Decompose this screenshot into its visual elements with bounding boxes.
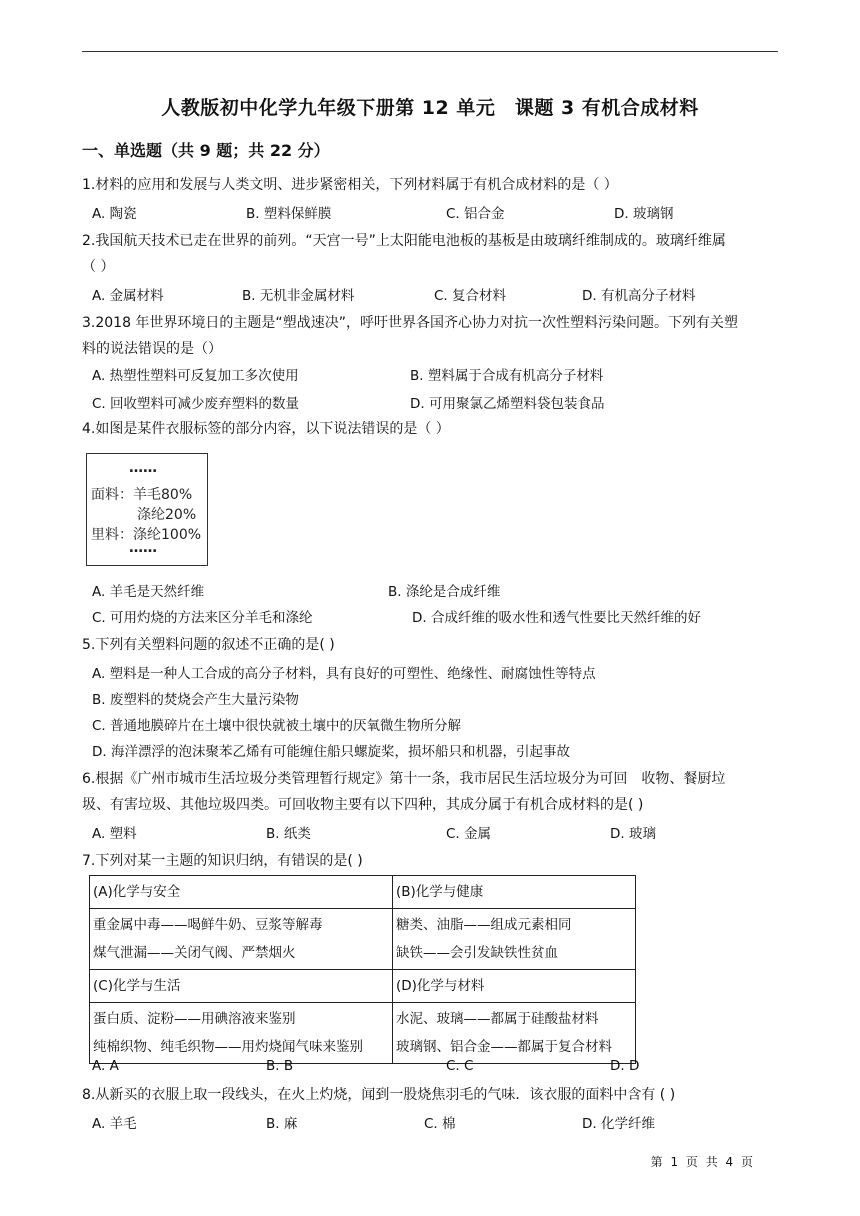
question-4-options-row1 [92,580,782,604]
q8-option-d: D. 化学纤维 [582,1116,655,1132]
table-b-line-1: 糖类、油脂——组成元素相同 [396,917,572,933]
question-2-stem-cont: （ ） [82,259,115,275]
document-title: 人教版初中化学九年级下册第 12 单元 课题 3 有机合成材料 [161,97,699,119]
q3-option-a: A. 热塑性塑料可反复加工多次使用 [92,368,299,384]
table-cell-a-head: (A)化学与安全 [90,876,393,909]
label-face-fabric-2: 涤纶20% [137,507,197,523]
question-4-options-row2 [92,606,782,630]
q4-option-d: D. 合成纤维的吸水性和透气性要比天然纤维的好 [412,610,701,626]
q2-option-b: B. 无机非金属材料 [242,288,355,304]
question-7-stem: 7.下列对某一主题的知识归纳，有错误的是( ) [82,853,363,869]
q4-option-a: A. 羊毛是天然纤维 [92,584,205,600]
table-cell-c-head: (C)化学与生活 [90,970,393,1003]
page-number: 第 1 页 共 4 页 [650,1155,755,1169]
q3-option-d: D. 可用聚氯乙烯塑料袋包装食品 [410,396,605,412]
table-cell-a-body [90,909,393,970]
q3-option-c: C. 回收塑料可减少废弃塑料的数量 [92,396,300,412]
question-3-options-row2 [92,392,782,416]
q7-option-c: C. C [446,1058,474,1074]
section-heading: 一、单选题（共 9 题；共 22 分） [82,141,330,160]
question-1-options [92,202,782,226]
label-lining: 里料：涤纶100% [91,527,202,543]
question-5-stem: 5.下列有关塑料问题的叙述不正确的是( ) [82,637,335,653]
table-c-line-1: 蛋白质、淀粉——用碘溶液来鉴别 [93,1011,296,1027]
q2-option-a: A. 金属材料 [92,288,164,304]
question-6-stem: 6.根据《广州市城市生活垃圾分类管理暂行规定》第十一条，我市居民生活垃圾分为可回 收物、餐厨垃 [82,771,726,787]
question-1-stem: 1.材料的应用和发展与人类文明、进步紧密相关，下列材料属于有机合成材料的是（ ） [82,177,618,193]
label-dots-top: …… [129,460,157,476]
table-d-line-1: 水泥、玻璃——都属于硅酸盐材料 [396,1011,599,1027]
q2-option-d: D. 有机高分子材料 [582,288,696,304]
q6-option-d: D. 玻璃 [610,826,656,842]
q7-option-b: B. B [266,1058,294,1074]
table-a-line-2: 煤气泄漏——关闭气阀、严禁烟火 [93,945,296,961]
label-face-fabric: 面料：羊毛80% [91,487,193,503]
q5-option-d: D. 海洋漂浮的泡沫聚苯乙烯有可能缠住船只螺旋桨，损坏船只和机器，引起事故 [92,744,570,760]
q1-option-c: C. 铝合金 [446,206,505,222]
table-cell-d-head: (D)化学与材料 [393,970,636,1003]
knowledge-table [89,875,636,1064]
q8-option-a: A. 羊毛 [92,1116,137,1132]
clothing-label-image [86,453,208,566]
q2-option-c: C. 复合材料 [434,288,507,304]
question-3-stem: 3.2018 年世界环境日的主题是“塑战速决”，呼吁世界各国齐心协力对抗一次性塑料污染问题。下列有关塑 [82,315,738,331]
q7-option-d: D. D [610,1058,640,1074]
q4-option-b: B. 涤纶是合成纤维 [388,584,501,600]
table-a-line-1: 重金属中毒——喝鲜牛奶、豆浆等解毒 [93,917,323,933]
question-2-stem: 2.我国航天技术已走在世界的前列。“天宫一号”上太阳能电池板的基板是由玻璃纤维制成的。玻璃纤维属 [82,233,726,249]
table-c-line-2: 纯棉织物、纯毛织物——用灼烧闻气味来鉴别 [93,1039,363,1055]
header-rule [82,51,778,52]
question-7-options [92,1058,782,1082]
question-3-stem-cont: 料的说法错误的是（） [82,341,222,357]
q1-option-d: D. 玻璃钢 [614,206,674,222]
question-6-options [92,822,782,846]
question-8-options [92,1112,782,1136]
table-cell-c-body [90,1003,393,1064]
table-d-line-2: 玻璃钢、铝合金——都属于复合材料 [396,1039,612,1055]
q7-option-a: A. A [92,1058,119,1074]
q3-option-b: B. 塑料属于合成有机高分子材料 [410,368,604,384]
question-2-options [92,284,782,308]
question-8-stem: 8.从新买的衣服上取一段线头，在火上灼烧，闻到一股烧焦羽毛的气味．该衣服的面料中含有 ( ) [82,1087,676,1103]
q5-option-c: C. 普通地膜碎片在土壤中很快就被土壤中的厌氧微生物所分解 [92,718,462,734]
q6-option-c: C. 金属 [446,826,492,842]
question-3-options-row1 [92,364,782,388]
q1-option-b: B. 塑料保鲜膜 [246,206,332,222]
question-6-stem-cont: 圾、有害垃圾、其他垃圾四类。可回收物主要有以下四种，其成分属于有机合成材料的是( ) [82,797,644,813]
q5-option-b: B. 废塑料的焚烧会产生大量污染物 [92,692,299,708]
q8-option-b: B. 麻 [266,1116,298,1132]
q4-option-c: C. 可用灼烧的方法来区分羊毛和涤纶 [92,610,313,626]
question-4-stem: 4.如图是某件衣服标签的部分内容，以下说法错误的是（ ） [82,421,450,437]
table-cell-d-body [393,1003,636,1064]
q8-option-c: C. 棉 [424,1116,456,1132]
table-b-line-2: 缺铁——会引发缺铁性贫血 [396,945,558,961]
table-cell-b-head: (B)化学与健康 [393,876,636,909]
label-dots-bottom: …… [129,540,157,556]
q6-option-a: A. 塑料 [92,826,137,842]
q5-option-a: A. 塑料是一种人工合成的高分子材料，具有良好的可塑性、绝缘性、耐腐蚀性等特点 [92,666,596,682]
q1-option-a: A. 陶瓷 [92,206,137,222]
q6-option-b: B. 纸类 [266,826,311,842]
table-cell-b-body [393,909,636,970]
